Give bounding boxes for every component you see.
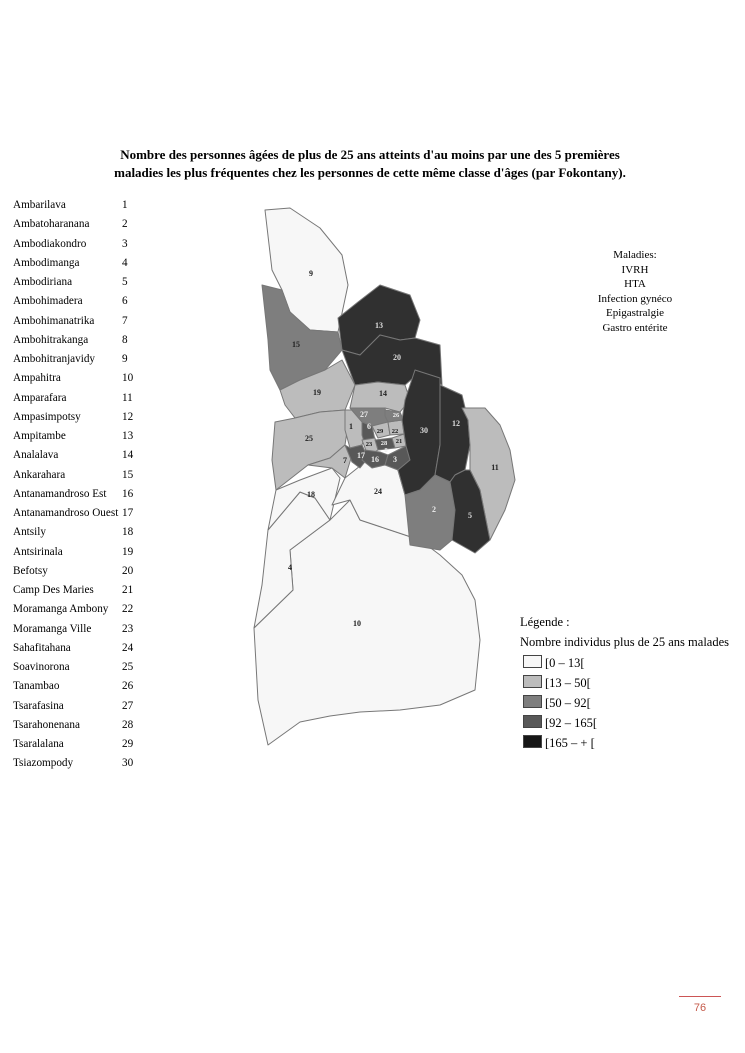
legend-row: [165 – + [ [523, 735, 595, 751]
legend-row: [0 – 13[ [523, 655, 585, 671]
label-7: 7 [343, 456, 347, 465]
list-item: Amparafara 11 [13, 391, 133, 404]
list-item: Analalava 14 [13, 449, 134, 462]
label-8: 8 [384, 447, 388, 454]
label-26: 26 [392, 412, 400, 419]
diseases-heading: Maladies: [613, 249, 657, 261]
list-item: Sahafitahana 24 [13, 641, 134, 654]
list-item: Ampitambe 13 [13, 430, 134, 442]
disease-item: Infection gynéco [597, 292, 673, 305]
list-item: Antsirinala 19 [13, 545, 134, 558]
disease-item: Epigastralgie [605, 307, 665, 319]
label-11: 11 [491, 463, 499, 472]
list-item: Tsiazompody 30 [13, 757, 134, 770]
diseases-box [585, 248, 685, 335]
label-19: 19 [313, 388, 321, 397]
list-item: Ambodiriana 5 [13, 276, 128, 288]
legend-subtitle: Nombre individus plus de 25 ans malades [520, 635, 729, 649]
legend-row: [50 – 92[ [523, 695, 591, 711]
list-item: Tsarahonenana 28 [13, 718, 134, 731]
list-item: Ankarahara 15 [13, 468, 134, 481]
disease-item: Gastro entérite [602, 321, 668, 334]
label-14: 14 [379, 389, 387, 398]
label-5: 5 [468, 511, 472, 520]
legend-title: Légende : [520, 615, 570, 629]
list-item: Antsily 18 [13, 526, 134, 539]
label-4: 4 [288, 563, 292, 572]
label-27: 27 [360, 410, 368, 419]
title-line-1: Nombre des personnes âgées de plus de 25 ans atteints d'au moins par une des 5 premières [120, 147, 620, 162]
legend-swatch [523, 655, 542, 668]
list-item: Ampasimpotsy 12 [13, 410, 134, 423]
list-item: Ambarilava 1 [13, 199, 128, 211]
list-item: Moramanga Ville 23 [13, 622, 134, 635]
label-2: 2 [432, 505, 436, 514]
label-16: 16 [371, 455, 379, 464]
list-item: Ambohitranjavidy 9 [13, 353, 128, 365]
legend [520, 612, 729, 750]
region-12 [435, 385, 470, 482]
list-item: Soavinorona 25 [13, 661, 134, 673]
label-13: 13 [375, 321, 383, 330]
page-number: 76 [693, 1002, 707, 1014]
label-12: 12 [452, 419, 460, 428]
list-item: Ambodiakondro 3 [13, 237, 128, 250]
label-18: 18 [307, 490, 315, 499]
disease-item: IVRH [621, 263, 649, 276]
legend-swatch [523, 695, 542, 708]
label-15: 15 [292, 340, 300, 349]
label-23: 23 [365, 441, 373, 448]
label-20: 20 [393, 353, 401, 362]
list-item: Tsarafasina 27 [13, 699, 134, 712]
list-item: Befotsy 20 [13, 564, 134, 577]
label-21: 21 [395, 438, 403, 445]
label-25: 25 [305, 434, 313, 443]
list-item: Ambohimanatrika 7 [13, 314, 128, 327]
list-item: Camp Des Maries 21 [13, 584, 134, 596]
list-item: Tanambao 26 [13, 680, 134, 693]
label-3: 3 [393, 455, 397, 464]
list-item: Moramanga Ambony 22 [13, 603, 134, 616]
list-item: Ambohimadera 6 [13, 295, 128, 308]
label-28: 28 [380, 440, 388, 447]
legend-row: [13 – 50[ [523, 675, 591, 691]
legend-swatch [523, 735, 542, 748]
legend-row: [92 – 165[ [523, 715, 597, 731]
label-24: 24 [374, 487, 382, 496]
label-22: 22 [391, 428, 399, 435]
label-9: 9 [309, 269, 313, 278]
page-number-rule [679, 996, 721, 997]
label-1: 1 [349, 422, 353, 431]
list-item: Ambodimanga 4 [13, 256, 128, 269]
list-item: Ambatoharanana 2 [13, 218, 128, 231]
list-item: Ambohitrakanga 8 [13, 333, 128, 346]
list-item: Antanamandroso Est 16 [13, 487, 134, 500]
label-29: 29 [376, 428, 384, 435]
legend-swatch [523, 675, 542, 688]
legend-swatch [523, 715, 542, 728]
title-line-2: maladies les plus fréquentes chez les personnes de cette même classe d'âges (par Fokontany). [114, 165, 626, 180]
list-item: Tsaralalana 29 [13, 738, 134, 750]
label-17: 17 [357, 451, 365, 460]
disease-item: HTA [624, 278, 646, 290]
label-30: 30 [420, 426, 428, 435]
label-10: 10 [353, 619, 361, 628]
label-6: 6 [367, 422, 371, 431]
list-item: Antanamandroso Ouest 17 [13, 507, 134, 519]
list-item: Ampahitra 10 [13, 372, 134, 385]
